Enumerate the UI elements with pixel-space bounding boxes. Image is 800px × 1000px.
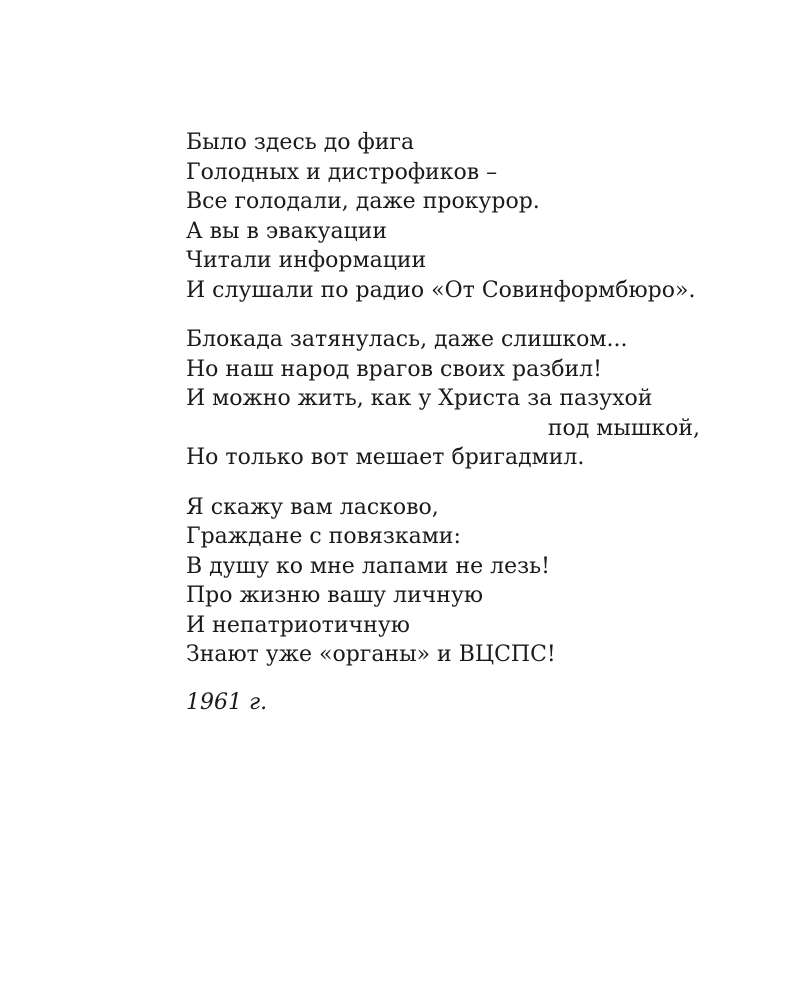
poem-line: И непатриотичную — [186, 612, 410, 638]
poem-line: Блокада затянулась, даже слишком... — [186, 327, 628, 352]
poem-line: А вы в эвакуации — [186, 218, 388, 244]
poem-line: Знают уже «органы» и ВЦСПС! — [186, 642, 556, 667]
poem-line: Но наш народ врагов своих разбил! — [186, 356, 602, 382]
poem-line: Но только вот мешает бригадмил. — [186, 445, 585, 470]
poem-line: В душу ко мне лапами не лезь! — [186, 553, 550, 579]
poem-line-continuation: под мышкой, — [547, 415, 700, 441]
poem-date: 1961 г. — [186, 689, 268, 715]
poem-line: Я скажу вам ласково, — [186, 494, 439, 520]
poem-line: Голодных и дистрофиков – — [186, 159, 498, 185]
stanza-1 — [186, 128, 706, 305]
stanza-3 — [186, 493, 706, 670]
poem-line: И можно жить, как у Христа за пазухой — [186, 386, 653, 411]
stanza-2 — [186, 325, 706, 473]
poem-line: Все голодали, даже прокурор. — [186, 189, 540, 214]
poem-line: И слушали по радио «От Совинформбюро». — [186, 277, 696, 303]
poem-line: Про жизню вашу личную — [186, 583, 484, 608]
poem — [186, 128, 706, 717]
poem-line: Граждане с повязками: — [186, 524, 461, 549]
poem-line: Было здесь до фига — [186, 130, 415, 155]
poem-line: Читали информации — [186, 248, 427, 273]
